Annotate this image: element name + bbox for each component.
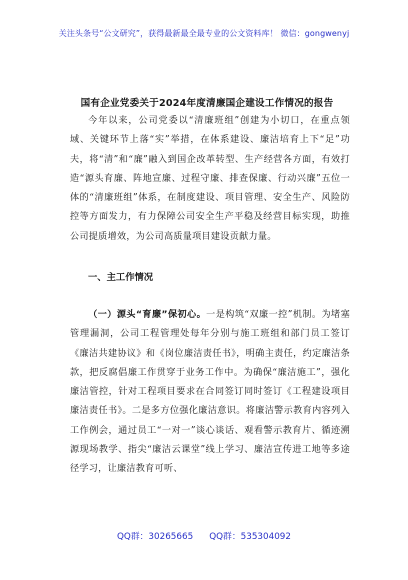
section-heading: 一、主工作情况 <box>88 272 154 283</box>
footer <box>0 529 408 542</box>
header-banner: 关注头条号“公文研究”，获得最新最全最专业的公文资料库！ 微信：gongwenyj <box>58 29 350 38</box>
intro-paragraph: 今年以来，公司党委以“清廉班组”创建为小切口，在重点领域、关键环节上落“实”举措，在体系建设、廉洁培育上下“足”功夫，将“清”和“廉”融入到国企改革转型、生产经营各方面，有效打造“源头育廉、阵地宣廉、过程守廉、排查保廉、行动兴廉”五位一体的“清廉班组”体系，在制度建设、项目管理、安全生产、风险防控等方面发力，有力保障公司安全生产平稳及经营目标实现，助推公司提质增效，为公司高质量项目建设贡献力量。 <box>70 116 350 242</box>
subsection-text: 一是构筑“双廉一控”机制。为堵塞管理漏洞，公司工程管理处每年分别与施工班组和部门员工签订《廉洁共建协议》和《岗位廉洁责任书》，明确主责任，约定廉洁条款，把反腐倡廉工作贯穿于业务工作中。为确保“廉洁施工”，强化廉洁管控，针对工程项目要求在合同签订同时签订《工程建设项目廉洁责任书》。二是多方位强化廉洁意识。将廉洁警示教育内容列入工作例会，通过员工“一对一”谈心谈话、观看警示教育片、循迹溯源现场教学、指尖“廉洁云课堂”线上学习、廉洁宣传进工地等多途径学习，让廉洁教育可听、 <box>70 310 350 475</box>
subsection-paragraph <box>70 306 350 480</box>
footer-qq-group-2: QQ群：535304092 <box>209 532 292 542</box>
footer-qq-group-1: QQ群：30265665 <box>116 532 194 542</box>
document-title: 国有企业党委关于2024年度清廉国企建设工作情况的报告 <box>80 98 334 109</box>
subsection-label: （一）源头“育廉”保初心。 <box>88 310 207 320</box>
